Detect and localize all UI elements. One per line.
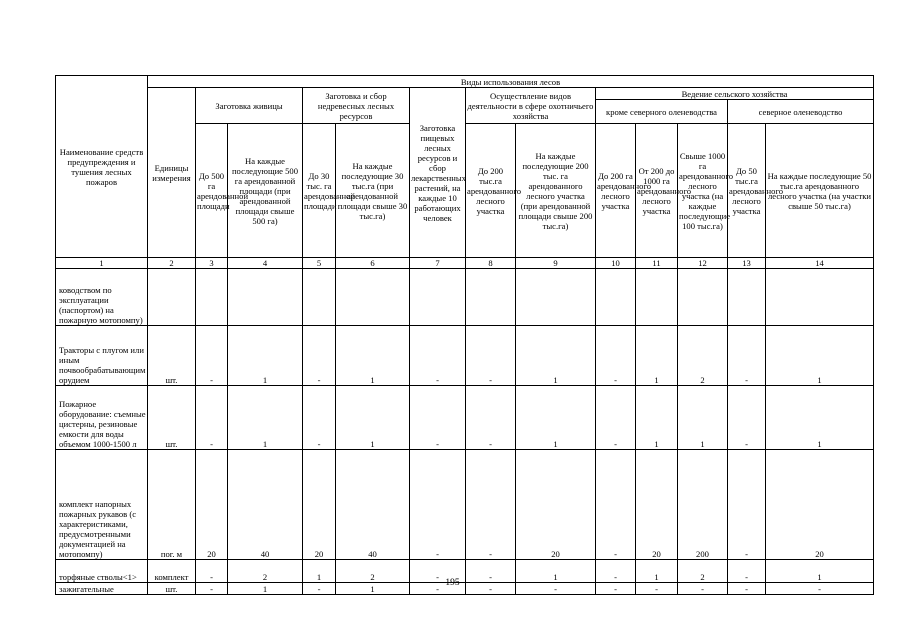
value-cell: - bbox=[196, 326, 228, 386]
value-cell: - bbox=[196, 386, 228, 450]
column-number: 4 bbox=[228, 258, 303, 269]
header-name-cell: Наименование средств предупреждения и тушения лесных пожаров bbox=[56, 76, 148, 258]
table-row bbox=[56, 326, 874, 386]
header-group-agri-a: кроме северного оленеводства bbox=[596, 100, 728, 124]
equipment-name: Тракторы с плугом или иным почвообрабатывающим орудием bbox=[56, 326, 148, 386]
value-cell bbox=[678, 269, 728, 326]
header-col-5: До 30 тыс. га арендованной площади bbox=[303, 124, 336, 258]
column-number: 6 bbox=[336, 258, 410, 269]
value-cell: - bbox=[728, 450, 766, 560]
value-cell: 20 bbox=[516, 450, 596, 560]
value-cell: - bbox=[303, 386, 336, 450]
value-cell: - bbox=[596, 583, 636, 595]
value-cell: 1 bbox=[336, 326, 410, 386]
value-cell bbox=[636, 269, 678, 326]
value-cell: - bbox=[303, 326, 336, 386]
equipment-name: торфяные стволы<1> bbox=[56, 560, 148, 583]
value-cell: 40 bbox=[228, 450, 303, 560]
value-cell: 1 bbox=[336, 386, 410, 450]
page-number: 195 bbox=[445, 578, 460, 588]
value-cell bbox=[228, 269, 303, 326]
equipment-name: зажигательные bbox=[56, 583, 148, 595]
header-col-4: На каждые последующие 500 га арендованной площади (при арендованной площади свыше 500 га) bbox=[228, 124, 303, 258]
value-cell bbox=[596, 269, 636, 326]
value-cell: - bbox=[196, 583, 228, 595]
column-number: 8 bbox=[466, 258, 516, 269]
equipment-name: Пожарное оборудование: съемные цистерны, резиновые емкости для воды объемом 1000-1500 л bbox=[56, 386, 148, 450]
table-row bbox=[56, 386, 874, 450]
value-cell: 20 bbox=[636, 450, 678, 560]
value-cell: 200 bbox=[678, 450, 728, 560]
header-col-9: На каждые последующие 200 тыс. га арендованного лесного участка (при арендованной площади свыше 200 тыс.га) bbox=[516, 124, 596, 258]
equipment-name: комплект напорных пожарных рукавов (с характеристиками, предусмотренными документацией на мотопомпу) bbox=[56, 450, 148, 560]
value-cell: - bbox=[678, 583, 728, 595]
header-col-11: От 200 до 1000 га арендованного лесного участка bbox=[636, 124, 678, 258]
column-number: 2 bbox=[148, 258, 196, 269]
value-cell: - bbox=[596, 326, 636, 386]
header-group-main: Виды использования лесов bbox=[148, 76, 874, 88]
header-group-resin: Заготовка живицы bbox=[196, 88, 303, 124]
value-cell: 1 bbox=[228, 386, 303, 450]
value-cell: 20 bbox=[766, 450, 874, 560]
column-number: 9 bbox=[516, 258, 596, 269]
value-cell: 1 bbox=[636, 560, 678, 583]
value-cell bbox=[336, 269, 410, 326]
header-unit-cell: Единицы измерения bbox=[148, 88, 196, 258]
value-cell: 1 bbox=[303, 560, 336, 583]
column-number: 5 bbox=[303, 258, 336, 269]
header-col-3: До 500 га арендованной площади bbox=[196, 124, 228, 258]
unit-cell: пог. м bbox=[148, 450, 196, 560]
value-cell: - bbox=[410, 386, 466, 450]
header-group-nontimber: Заготовка и сбор недревесных лесных ресурсов bbox=[303, 88, 410, 124]
unit-cell: шт. bbox=[148, 326, 196, 386]
value-cell: - bbox=[596, 560, 636, 583]
value-cell: - bbox=[410, 583, 466, 595]
value-cell: 1 bbox=[636, 386, 678, 450]
value-cell: - bbox=[410, 560, 466, 583]
value-cell: 1 bbox=[636, 326, 678, 386]
column-number: 3 bbox=[196, 258, 228, 269]
value-cell: - bbox=[196, 560, 228, 583]
value-cell: 1 bbox=[678, 386, 728, 450]
value-cell: - bbox=[410, 450, 466, 560]
value-cell: 1 bbox=[766, 560, 874, 583]
value-cell: - bbox=[466, 386, 516, 450]
unit-cell bbox=[148, 269, 196, 326]
header-group-hunting: Осуществление видов деятельности в сфере охотничьего хозяйства bbox=[466, 88, 596, 124]
fire-equipment-table bbox=[55, 75, 874, 595]
unit-cell: шт. bbox=[148, 583, 196, 595]
header-group-food: Заготовка пищевых лесных ресурсов и сбор лекарственных растений, на каждые 10 работающих человек bbox=[410, 88, 466, 258]
value-cell: - bbox=[466, 450, 516, 560]
value-cell: 2 bbox=[678, 326, 728, 386]
header-col-12: Свыше 1000 га арендованного лесного участка (на каждые последующие 100 тыс.га) bbox=[678, 124, 728, 258]
table-row bbox=[56, 450, 874, 560]
value-cell: - bbox=[728, 386, 766, 450]
unit-cell: шт. bbox=[148, 386, 196, 450]
value-cell: 1 bbox=[228, 326, 303, 386]
column-number: 14 bbox=[766, 258, 874, 269]
column-number: 10 bbox=[596, 258, 636, 269]
header-group-agri-b: северное оленеводство bbox=[728, 100, 874, 124]
value-cell: 1 bbox=[766, 326, 874, 386]
unit-cell: комплект bbox=[148, 560, 196, 583]
value-cell: - bbox=[766, 583, 874, 595]
equipment-name: ководством по эксплуатации (паспортом) на пожарную мотопомпу) bbox=[56, 269, 148, 326]
value-cell: - bbox=[466, 326, 516, 386]
value-cell bbox=[766, 269, 874, 326]
value-cell bbox=[303, 269, 336, 326]
value-cell: 2 bbox=[678, 560, 728, 583]
value-cell: - bbox=[596, 386, 636, 450]
value-cell: - bbox=[466, 560, 516, 583]
header-col-14: На каждые последующие 50 тыс.га арендованного лесного участка (на участки свыше 50 тыс.га) bbox=[766, 124, 874, 258]
header-col-8: До 200 тыс.га арендованного лесного участка bbox=[466, 124, 516, 258]
value-cell: - bbox=[596, 450, 636, 560]
column-number: 11 bbox=[636, 258, 678, 269]
value-cell: - bbox=[728, 560, 766, 583]
column-number: 12 bbox=[678, 258, 728, 269]
value-cell bbox=[466, 269, 516, 326]
header-group-agri: Ведение сельского хозяйства bbox=[596, 88, 874, 100]
header-col-6: На каждые последующие 30 тыс.га (при арендованной площади свыше 30 тыс.га) bbox=[336, 124, 410, 258]
value-cell: 1 bbox=[516, 326, 596, 386]
value-cell: 2 bbox=[228, 560, 303, 583]
value-cell: - bbox=[728, 583, 766, 595]
value-cell: - bbox=[466, 583, 516, 595]
value-cell: 20 bbox=[196, 450, 228, 560]
value-cell: 1 bbox=[336, 583, 410, 595]
header-col-10: До 200 га арендованного лесного участка bbox=[596, 124, 636, 258]
value-cell: 1 bbox=[228, 583, 303, 595]
value-cell: 40 bbox=[336, 450, 410, 560]
column-number: 13 bbox=[728, 258, 766, 269]
value-cell bbox=[516, 269, 596, 326]
value-cell bbox=[196, 269, 228, 326]
value-cell: 20 bbox=[303, 450, 336, 560]
value-cell: 2 bbox=[336, 560, 410, 583]
value-cell: - bbox=[303, 583, 336, 595]
value-cell: 1 bbox=[766, 386, 874, 450]
value-cell: 1 bbox=[516, 560, 596, 583]
value-cell: - bbox=[728, 326, 766, 386]
value-cell: - bbox=[636, 583, 678, 595]
value-cell bbox=[728, 269, 766, 326]
value-cell: - bbox=[516, 583, 596, 595]
table-row bbox=[56, 269, 874, 326]
column-number-row bbox=[56, 258, 874, 269]
value-cell: 1 bbox=[516, 386, 596, 450]
column-number: 1 bbox=[56, 258, 148, 269]
header-col-13: До 50 тыс.га арендованного лесного участка bbox=[728, 124, 766, 258]
value-cell bbox=[410, 269, 466, 326]
value-cell: - bbox=[410, 326, 466, 386]
column-number: 7 bbox=[410, 258, 466, 269]
